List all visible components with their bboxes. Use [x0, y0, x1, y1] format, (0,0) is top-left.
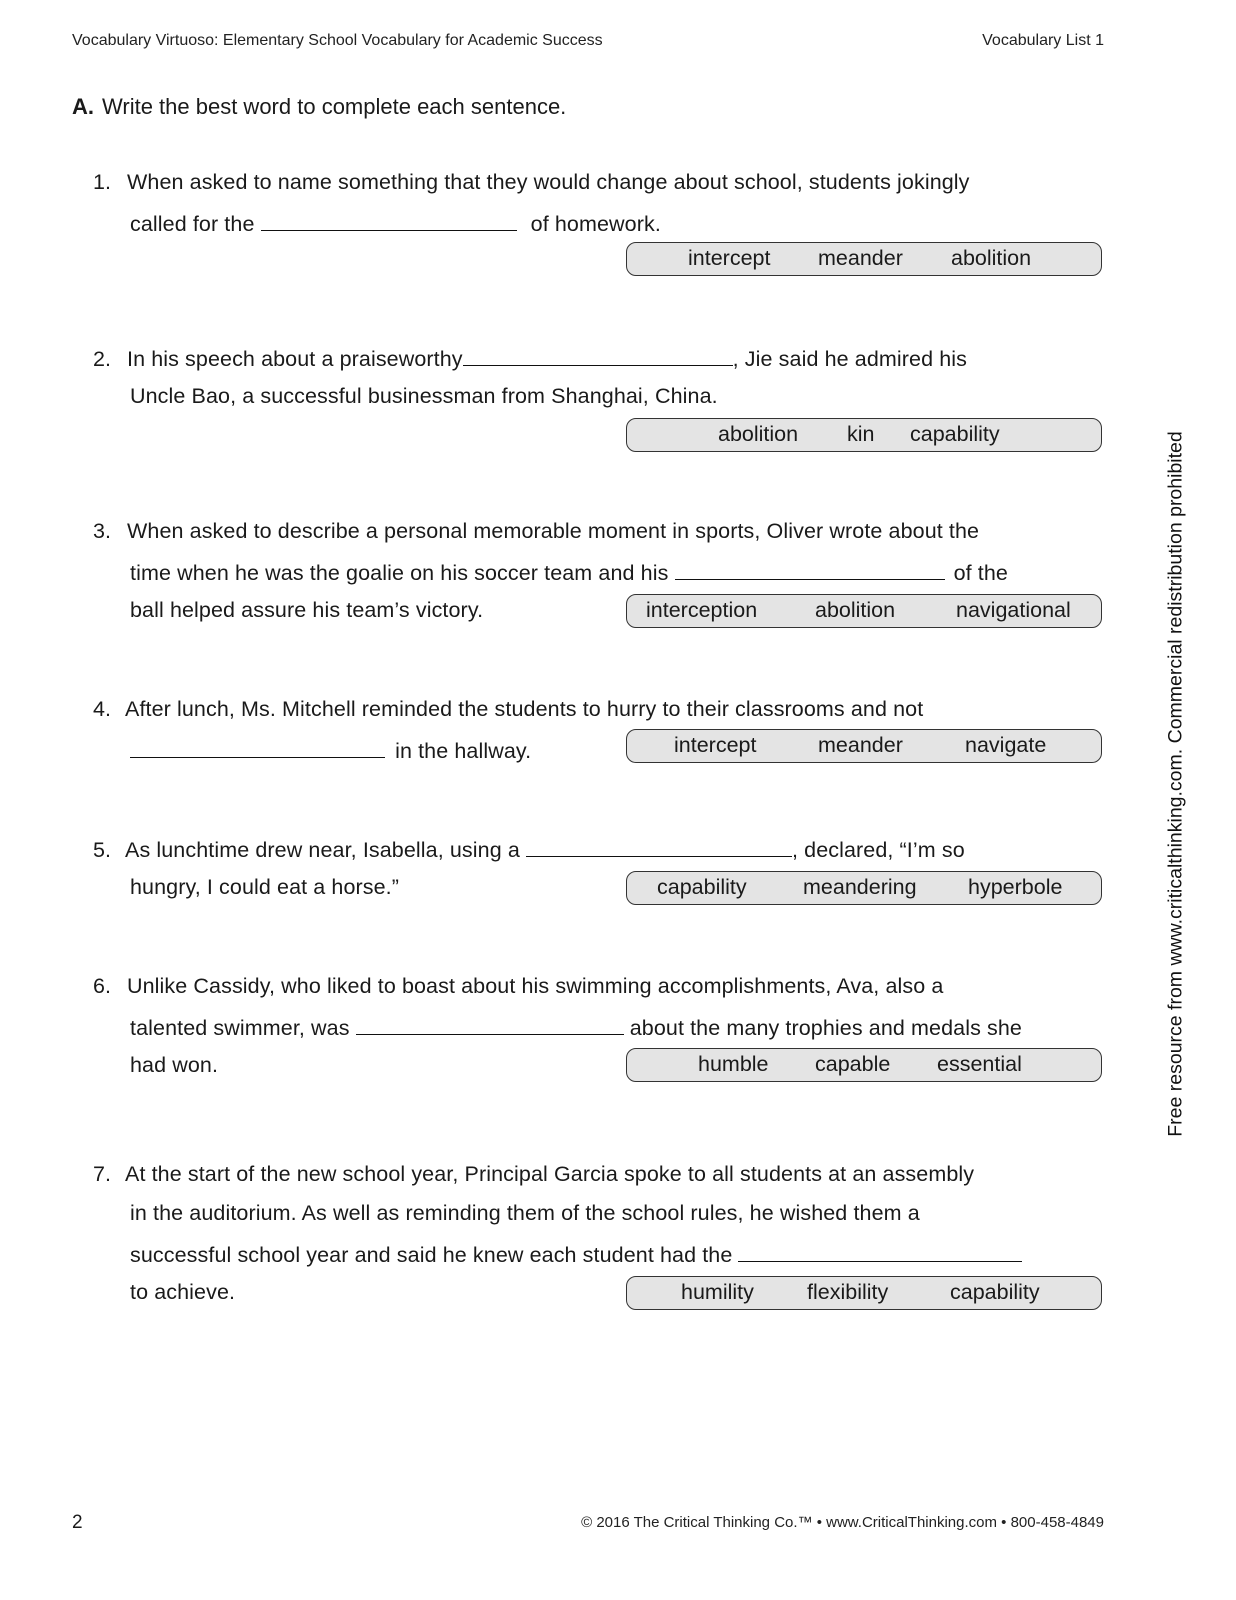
question-number: 7. — [93, 1162, 112, 1186]
question-number: 1. — [93, 170, 112, 194]
question-text: , Jie said he admired his — [732, 347, 967, 371]
instruction-text: Write the best word to complete each sentence. — [102, 94, 567, 119]
choice-word: intercept — [674, 733, 757, 757]
question-text: Uncle Bao, a successful businessman from Shanghai, China. — [130, 384, 718, 408]
question-7-line-2 — [130, 1201, 920, 1226]
question-text: , declared, “I’m so — [791, 838, 965, 862]
question-3-line-3 — [130, 598, 483, 623]
question-number: 6. — [93, 974, 112, 998]
section-instruction — [72, 94, 566, 120]
choice-word: flexibility — [807, 1280, 889, 1304]
question-text: of the — [953, 561, 1008, 585]
question-text: In his speech about a praiseworthy — [127, 347, 463, 371]
word-bank-6 — [626, 1048, 1102, 1082]
question-text: Unlike Cassidy, who liked to boast about his swimming accomplishments, Ava, also a — [127, 974, 944, 998]
choice-word: navigational — [956, 598, 1071, 622]
question-text: successful school year and said he knew each student had the — [130, 1243, 733, 1267]
question-text: in the auditorium. As well as reminding them of the school rules, he wished them a — [130, 1201, 920, 1225]
question-2-line-2 — [130, 384, 718, 409]
question-text: After lunch, Ms. Mitchell reminded the students to hurry to their classrooms and not — [125, 697, 924, 721]
question-text: called for the — [130, 212, 255, 236]
word-bank-1 — [626, 242, 1102, 276]
choice-word: essential — [937, 1052, 1022, 1076]
question-text: talented swimmer, was — [130, 1016, 350, 1040]
question-text: As lunchtime drew near, Isabella, using a — [125, 838, 520, 862]
question-text: time when he was the goalie on his soccer team and his — [130, 561, 669, 585]
question-number: 5. — [93, 838, 112, 862]
footer-copyright: © 2016 The Critical Thinking Co.™ • www.CriticalThinking.com • 800-458-4849 — [581, 1514, 1104, 1531]
question-text: When asked to describe a personal memorable moment in sports, Oliver wrote about the — [127, 519, 980, 543]
section-letter: A. — [72, 94, 94, 119]
question-number: 4. — [93, 697, 112, 721]
answer-blank[interactable] — [738, 1241, 1022, 1262]
answer-blank[interactable] — [130, 737, 385, 758]
choice-word: abolition — [815, 598, 896, 622]
redistribution-notice: Free resource from www.criticalthinking.com. Commercial redistribution prohibited — [1164, 431, 1187, 1137]
question-3-line-2 — [130, 559, 1008, 586]
question-7-line-3 — [130, 1241, 1022, 1268]
question-1-line-1 — [93, 170, 970, 195]
choice-word: capability — [910, 422, 1000, 446]
choice-word: hyperbole — [968, 875, 1063, 899]
choice-word: intercept — [688, 246, 771, 270]
word-bank-7 — [626, 1276, 1102, 1310]
question-text: about the many trophies and medals she — [629, 1016, 1022, 1040]
question-6-line-2 — [130, 1014, 1022, 1041]
answer-blank[interactable] — [463, 345, 733, 366]
question-3-line-1 — [93, 519, 979, 544]
choice-word: abolition — [718, 422, 799, 446]
question-text: in the hallway. — [395, 739, 532, 763]
question-text: hungry, I could eat a horse.” — [130, 875, 400, 899]
question-5-line-2 — [130, 875, 399, 900]
word-bank-2 — [626, 418, 1102, 452]
choice-word: navigate — [965, 733, 1047, 757]
question-text: ball helped assure his team’s victory. — [130, 598, 484, 622]
header-title: Vocabulary Virtuoso: Elementary School Vocabulary for Academic Success — [72, 32, 603, 49]
answer-blank[interactable] — [261, 210, 517, 231]
question-number: 3. — [93, 519, 112, 543]
question-4-line-2 — [130, 737, 531, 764]
choice-word: capability — [950, 1280, 1040, 1304]
question-7-line-4 — [130, 1280, 235, 1305]
answer-blank[interactable] — [675, 559, 945, 580]
answer-blank[interactable] — [356, 1014, 624, 1035]
choice-word: capable — [815, 1052, 891, 1076]
question-text: When asked to name something that they would change about school, students jokingly — [127, 170, 970, 194]
answer-blank[interactable] — [526, 836, 792, 857]
choice-word: meander — [818, 733, 903, 757]
question-number: 2. — [93, 347, 112, 371]
question-text: had won. — [130, 1053, 219, 1077]
question-text: At the start of the new school year, Principal Garcia spoke to all students at an assembly — [125, 1162, 975, 1186]
question-2-line-1 — [93, 345, 967, 372]
page-number: 2 — [72, 1512, 83, 1533]
word-bank-5 — [626, 871, 1102, 905]
choice-word: abolition — [951, 246, 1032, 270]
header-list-label: Vocabulary List 1 — [982, 32, 1104, 49]
choice-word: humility — [681, 1280, 754, 1304]
question-7-line-1 — [93, 1162, 974, 1187]
question-text: to achieve. — [130, 1280, 236, 1304]
choice-word: meander — [818, 246, 903, 270]
question-1-line-2 — [130, 210, 661, 237]
word-bank-3 — [626, 594, 1102, 628]
question-4-line-1 — [93, 697, 923, 722]
choice-word: humble — [698, 1052, 769, 1076]
choice-word: interception — [646, 598, 758, 622]
question-text: of homework. — [530, 212, 661, 236]
word-bank-4 — [626, 729, 1102, 763]
question-6-line-3 — [130, 1053, 218, 1078]
question-5-line-1 — [93, 836, 965, 863]
choice-word: capability — [657, 875, 747, 899]
choice-word: meandering — [803, 875, 917, 899]
choice-word: kin — [847, 422, 875, 446]
question-6-line-1 — [93, 974, 943, 999]
